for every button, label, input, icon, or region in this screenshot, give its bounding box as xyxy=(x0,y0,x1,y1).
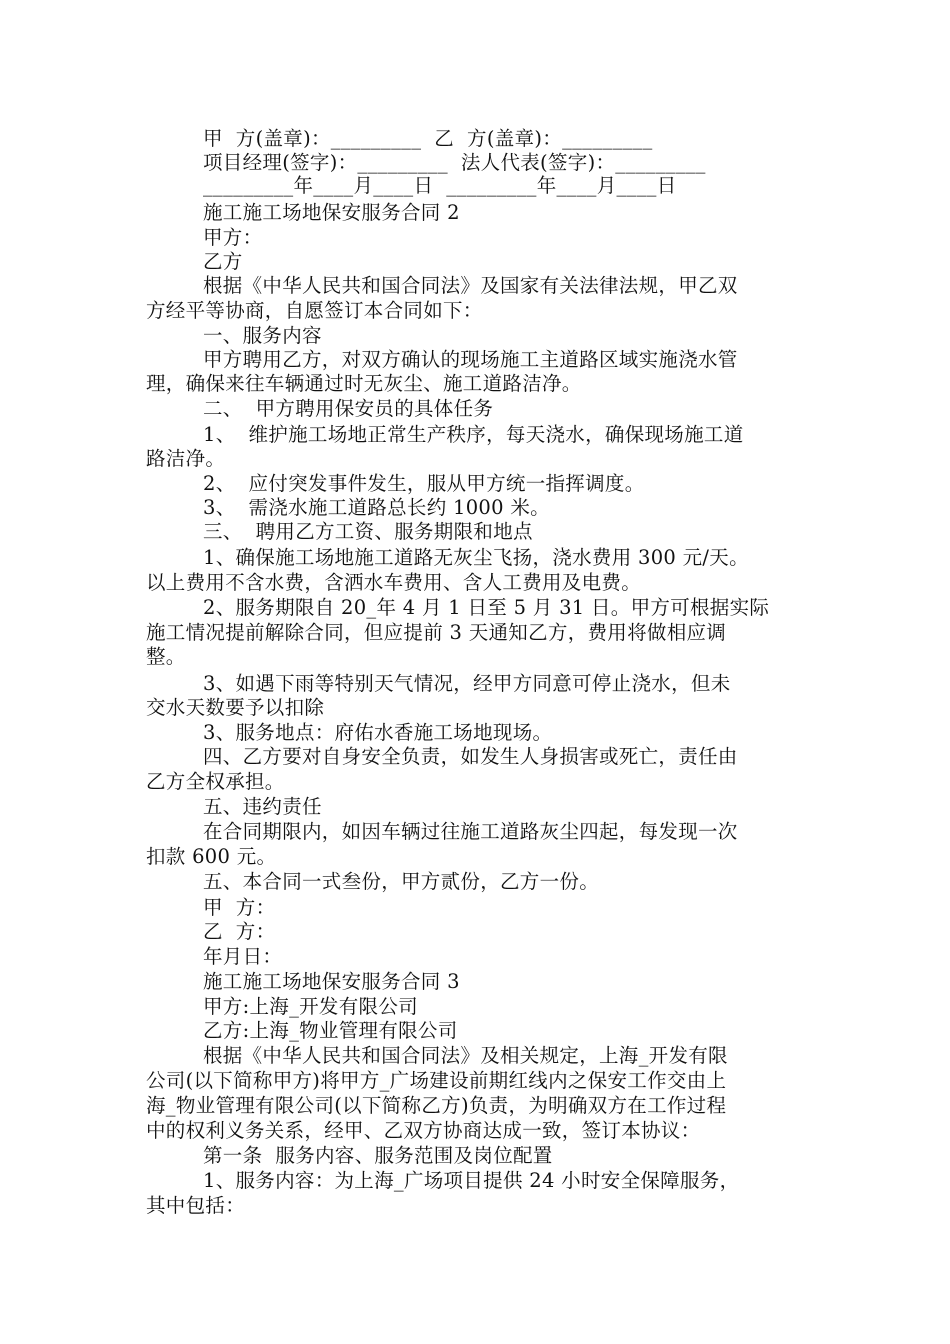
text-line: 三、 聘用乙方工资、服务期限和地点 xyxy=(203,520,533,543)
text-line: 交水天数要予以扣除 xyxy=(146,696,325,719)
text-line: 根据《中华人民共和国合同法》及国家有关法律法规，甲乙双 xyxy=(203,274,738,297)
text-line: 1、服务内容：为上海_广场项目提供 24 小时安全保障服务， xyxy=(203,1169,740,1192)
text-line: 在合同期限内，如因车辆过往施工道路灰尘四起，每发现一次 xyxy=(203,820,738,843)
text-line: 3、服务地点：府佑水香施工场地现场。 xyxy=(203,721,553,744)
text-line: 整。 xyxy=(146,645,186,668)
text-line: 施工情况提前解除合同，但应提前 3 天通知乙方，费用将做相应调 xyxy=(146,621,727,644)
text-line: 路洁净。 xyxy=(146,447,226,470)
text-line: 甲方:上海_开发有限公司 xyxy=(203,995,418,1018)
text-line: 施工施工场地保安服务合同 2 xyxy=(203,201,460,224)
text-line: 海_物业管理有限公司(以下简称乙方)负责，为明确双方在工作过程 xyxy=(146,1094,727,1117)
text-line: 乙方:上海_物业管理有限公司 xyxy=(203,1019,458,1042)
text-line: 四、乙方要对自身安全负责，如发生人身损害或死亡，责任由 xyxy=(203,745,738,768)
text-line: 根据《中华人民共和国合同法》及相关规定，上海_开发有限 xyxy=(203,1044,728,1067)
text-line: 3、如遇下雨等特别天气情况，经甲方同意可停止浇水，但未 xyxy=(203,672,731,695)
text-line: 二、 甲方聘用保安员的具体任务 xyxy=(203,397,494,420)
text-line: 其中包括： xyxy=(146,1194,246,1217)
text-line: 一、服务内容 xyxy=(203,324,322,347)
text-line: 1、 维护施工场地正常生产秩序，每天浇水，确保现场施工道 xyxy=(203,423,744,446)
text-line: 五、违约责任 xyxy=(203,795,322,818)
text-line: 理，确保来往车辆通过时无灰尘、施工道路洁净。 xyxy=(146,372,582,395)
text-line: 年月日： xyxy=(203,945,283,968)
text-line: 甲方聘用乙方，对双方确认的现场施工主道路区域实施浇水管 xyxy=(203,348,738,371)
text-line: 公司(以下简称甲方)将甲方_广场建设前期红线内之保安工作交由上 xyxy=(146,1069,727,1092)
text-line: 乙方 xyxy=(203,250,243,273)
text-line: 施工施工场地保安服务合同 3 xyxy=(203,970,460,993)
text-line: 甲 方(盖章)：_________ 乙 方(盖章)：_________ xyxy=(203,127,653,150)
text-line: 扣款 600 元。 xyxy=(146,845,277,868)
text-line: 乙方全权承担。 xyxy=(146,770,285,793)
text-line: _________年____月____日 _________年____月____日 xyxy=(203,174,677,197)
text-line: 3、 需浇水施工道路总长约 1000 米。 xyxy=(203,496,550,519)
text-line: 方经平等协商，自愿签订本合同如下： xyxy=(146,299,483,322)
text-line: 第一条 服务内容、服务范围及岗位配置 xyxy=(203,1144,553,1167)
text-line: 2、 应付突发事件发生，服从甲方统一指挥调度。 xyxy=(203,472,645,495)
text-line: 甲方： xyxy=(203,226,263,249)
text-line: 甲 方： xyxy=(203,896,276,919)
text-line: 2、服务期限自 20_年 4 月 1 日至 5 月 31 日。甲方可根据实际 xyxy=(203,596,770,619)
text-line: 项目经理(签字)：_________ 法人代表(签字)：_________ xyxy=(203,151,706,174)
text-line: 乙 方： xyxy=(203,920,276,943)
text-line: 1、确保施工场地施工道路无灰尘飞扬，浇水费用 300 元/天。 xyxy=(203,546,749,569)
text-line: 以上费用不含水费，含洒水车费用、含人工费用及电费。 xyxy=(146,571,642,594)
text-line: 五、本合同一式叁份，甲方贰份，乙方一份。 xyxy=(203,870,600,893)
text-line: 中的权利义务关系，经甲、乙双方协商达成一致，签订本协议： xyxy=(146,1119,701,1142)
